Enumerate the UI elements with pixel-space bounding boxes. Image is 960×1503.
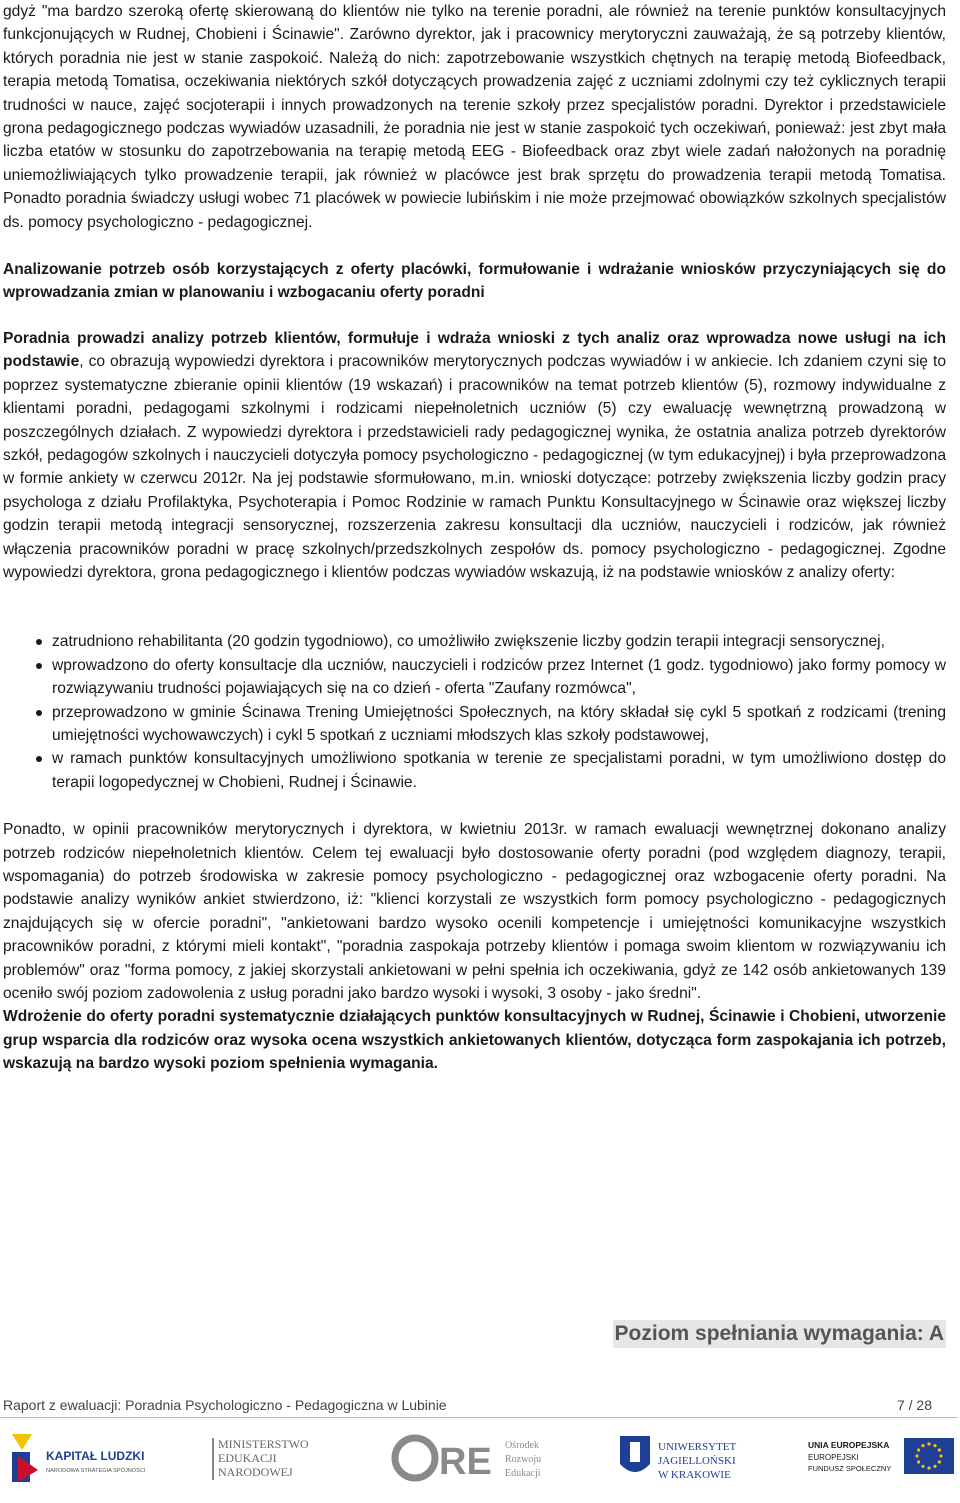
kapital-ludzki-subtitle: NARODOWA STRATEGIA SPÓJNOŚCI [46,1468,146,1474]
ministry-line-3: NARODOWEJ [218,1465,293,1479]
paragraph-needs-analysis [3,327,946,584]
paragraph-summary: Wdrożenie do oferty poradni systematycznie działających punktów konsultacyjnych w Rudnej, Ścinawie i Chobieni, utworzenie grup wsparcia dla rodziców oraz wysoka ocena wszystkich ankietowanych klientów, dotycząca form zaspokajania ich potrzeb, wskazują na bardzo wysoki poziom spełnienia wymagania. [3,1008,946,1073]
list-item: zatrudniono rehabilitanta (20 godzin tygodniowo), co umożliwiło zwiększenie liczby godzin terapii integracji sensorycznej, [3,630,946,653]
eu-line-2: EUROPEJSKI [808,1453,859,1462]
ore-line-2: Rozwoju [505,1454,542,1465]
list-item: wprowadzono do oferty konsultacje dla uczniów, nauczycieli i rodziców przez Internet (1 godz. tygodniowo) jako formy pomocy w rozwiązywaniu trudności pojawiających się na co dzień - oferta "Zaufany rozmówca", [3,654,946,701]
ministry-education-logo [210,1428,330,1488]
ministry-line-2: EDUKACJI [218,1451,277,1465]
kapital-ludzki-logo [8,1428,158,1488]
ore-line-1: Ośrodek [505,1440,539,1451]
footer-report-title: Raport z ewaluacji: Poradnia Psychologiczno - Pedagogiczna w Lubinie [3,1397,447,1413]
paragraph-needs-analysis-rest: , co obrazują wypowiedzi dyrektora i pracowników merytorycznych podczas wywiadów i w ankiecie. Ich zdaniem czyni się to poprzez systematyczne zbieranie opinii klientów (19 wskazań) i pracowników na temat potrzeb klientów (5), rozmowy indywidualne z klientami poradni, pedagogami szkolnymi i rodzicami niepełnoletnich uczniów (5) czy ewaluację wewnętrzną prowadzoną w poszczególnych działach. Z wypowiedzi dyrektora i przedstawicieli rady pedagogicznej wynika, że ostatnia analiza potrzeb dyrektorów szkół, pedagogów szkolnych i nauczycieli dotyczyła pomocy psychologiczno - pedagogicznej (w tym edukacyjnej) i była przeprowadzona w formie ankiety w czerwcu 2012r. Na jej podstawie sformułowano, m.in. wnioski dotyczące: potrzeby zwiększenia liczby godzin pracy psychologa z działu Profilaktyka, Psychoterapia i Pomoc Rodzinie w ramach Punktu Konsultacyjnego w Ścinawie oraz większej liczby godzin terapii metodą integracji sensorycznej, rozszerzenia zakresu konsultacji dla uczniów, nauczycieli i rodziców, jak również włączenia pracowników poradni w pracę szkolnych/przedszkolnych zespołów ds. pomocy psychologiczno - pedagogicznej. Zgodne wypowiedzi dyrektora, grona pedagogicznego i klientów podczas wywiadów wskazują, iż na podstawie wniosków z analizy oferty: [3,353,946,581]
ore-logo [385,1428,565,1488]
conclusions-list [3,630,946,794]
requirement-level: Poziom spełniania wymagania: A [613,1320,946,1348]
report-body [3,0,946,1076]
ore-line-3: Edukacji [505,1468,541,1479]
eu-line-1: UNIA EUROPEJSKA [808,1440,890,1450]
paragraph-needs-analysis-lead: Poradnia prowadzi analizy potrzeb klientów, formułuje i wdraża wnioski z tych analiz oraz wprowadza nowe usługi na ich podstawie [3,329,946,371]
funding-logos-bar [0,1428,960,1488]
paragraph-offer-limits: gdyż "ma bardzo szeroką ofertę skierowaną do klientów nie tylko na terenie poradni, ale również na terenie punktów konsultacyjnych funkcjonujących w Rudnej, Chobieni i Ścinawie". Zarówno dyrektor, jak i pracownicy merytoryczni zauważają, że są potrzeby klientów, których poradnia nie jest w stanie zaspokoić. Należą do nich: zapotrzebowanie wszystkich chętnych na terapię metodą Biofeedback, terapia metodą Tomatisa, oczekiwania niektórych szkół dotyczących prowadzenia zajęć z uczniami zdolnymi czy też cyklicznych terapii trudności w nauce, zajęć socjoterapii i innych prowadzonych na terenie szkoły przez specjalistów poradni. Dyrektor i przedstawiciele grona pedagogicznego podczas wywiadów uzasadnili, że poradnia nie jest w stanie zaspokoić tych oczekiwań, ponieważ: jest zbyt mała liczba etatów w stosunku do zapotrzebowania na terapię metodą EEG - Biofeedback oraz zbyt wiele zadań nałożonych na poradnię uniemożliwiających tylko prowadzenie terapii, jak również w placówce jest brak sprzętu do prowadzenia terapii metodą Tomatisa. Ponadto poradnia świadczy usługi wobec 71 placówek w powiecie lubińskim i nie może przejmować obowiązków szkolnych specjalistów ds. pomocy psychologiczno - pedagogicznej. [3,3,946,231]
list-item: w ramach punktów konsultacyjnych umożliwiono spotkania w terenie ze specjalistami poradni, w tym umożliwiono dostęp do terapii logopedycznej w Chobieni, Rudnej i Ścinawie. [3,747,946,794]
uj-line-3: W KRAKOWIE [658,1469,731,1481]
ministry-line-1: MINISTERSTWO [218,1437,309,1451]
paragraph-internal-evaluation: Ponadto, w opinii pracowników merytorycznych i dyrektora, w kwietniu 2013r. w ramach ewaluacji wewnętrznej dokonano analizy potrzeb rodziców niepełnoletnich klientów. Celem tej ewaluacji było dostosowanie oferty poradni (pod względem diagnozy, terapii, wspomagania) do potrzeb środowiska w zakresie pomocy psychologiczno - pedagogicznej oraz wzbogacenie oferty poradni. Na podstawie analizy wyników ankiet stwierdzono, iż: "klienci korzystali ze wszystkich form pomocy psychologiczno - pedagogicznych znajdujących się w ofercie poradni", "ankietowani bardzo wysoko ocenili kompetencje i umiejętności komunikacyjne wszystkich pracowników poradni, z którymi mieli kontakt", "poradnia zaspokaja potrzeby klientów i pomaga swoim klientom w rozwiązywaniu ich problemów" oraz "forma pomocy, z jakiej skorzystali ankietowani w pełni spełnia ich oczekiwania, gdyż ze 142 osób ankietowanych 139 oceniło swój poziom zadowolenia z usług poradni jako bardzo wysoki i wysoki, 3 osoby - jako średni". [3,821,946,1003]
section-heading: Analizowanie potrzeb osób korzystających z oferty placówki, formułowanie i wdrażanie wniosków przyczyniających się do wprowadzania zmian w planowaniu i wzbogacaniu oferty poradni [3,261,946,302]
jagiellonian-university-logo [612,1428,752,1488]
kapital-ludzki-title: KAPITAŁ LUDZKI [46,1449,145,1463]
list-item: przeprowadzono w gminie Ścinawa Trening Umiejętności Społecznych, na który składał się cykl 5 spotkań z rodzicami (trening umiejętności wychowawczych) i cykl 5 spotkań z uczniami młodszych klas szkoły podstawowej, [3,701,946,748]
uj-line-1: UNIWERSYTET [658,1441,737,1453]
requirement-level-box [0,1320,946,1348]
uj-line-2: JAGIELLOŃSKI [658,1455,736,1467]
eu-social-fund-logo [800,1428,958,1488]
eu-line-3: FUNDUSZ SPOŁECZNY [808,1464,892,1473]
svg-text:RE: RE [439,1441,492,1483]
footer-page-number: 7 / 28 [896,1397,932,1413]
